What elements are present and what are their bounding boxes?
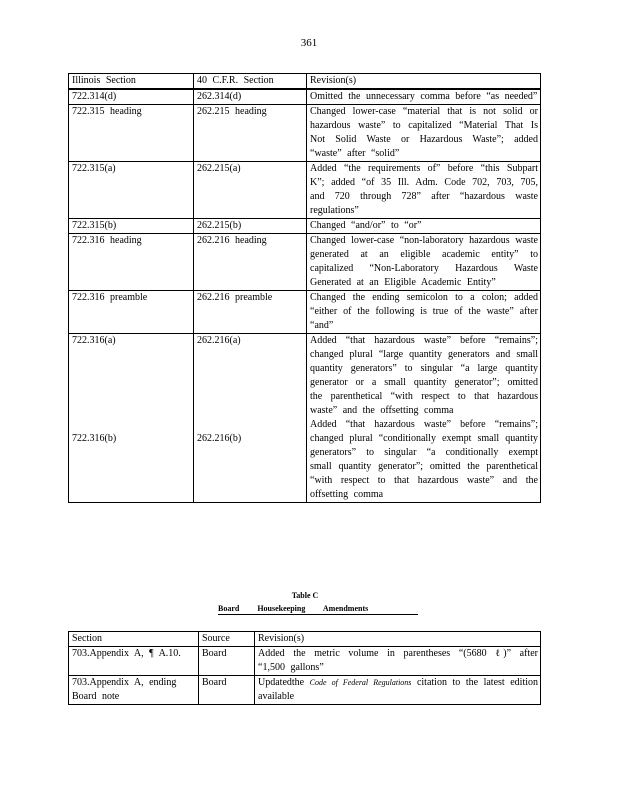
table-c-title: Table C: [291, 591, 319, 600]
header-revisions: Revision(s): [307, 74, 541, 90]
revision-cell: Omitted the unnecessary comma before “as needed”: [307, 89, 541, 105]
illinois-section-cell: 722.315(a): [69, 162, 194, 219]
revision-cell: Added “the requirements of” before “this Subpart K”; added “of 35 Ill. Adm. Code 702, 703, 705, and 720 through 728” after “hazardous waste regulations”: [307, 162, 541, 219]
header-revisions: Revision(s): [255, 632, 541, 647]
revision-b: Added “that hazardous waste” before “remains”; changed plural “conditionally exempt small quantity generators” to singular “a conditionally exempt small quantity generator”; omitted the parenthetical “with respect to that hazardous waste” and the offsetting comma: [310, 419, 538, 500]
cfr-section-cell: 262.215(a): [194, 162, 307, 219]
table-row: [69, 234, 541, 291]
cfr-section-b: 262.216(b): [197, 433, 242, 444]
illinois-section-cell: 722.314(d): [69, 89, 194, 105]
header-source: Source: [199, 632, 255, 647]
cfr-section-cell: 262.216 heading: [194, 234, 307, 291]
revision-a: Added “that hazardous waste” before “remains”; changed plural “large quantity generators and small quantity generators” to singular “a large quantity generator or a small quantity generator”; omitted the parenthetical “with respect to that hazardous waste” and the offsetting comma: [310, 335, 538, 416]
illinois-section-cell: 722.316 heading: [69, 234, 194, 291]
revision-cell: [307, 334, 541, 503]
section-cell: 703.Appendix A, ending Board note: [69, 676, 199, 705]
illinois-section-cell: 722.316 preamble: [69, 291, 194, 334]
table-header-row: [69, 632, 541, 647]
revision-cell: Changed lower-case “non-laboratory hazardous waste generated at an eligible academic entity” to capitalized “Non-Laboratory Hazardous Waste Generated at an Eligible Academic Entity”: [307, 234, 541, 291]
cfr-section-cell: 262.215(b): [194, 219, 307, 234]
cfr-section-cell: 262.215 heading: [194, 105, 307, 162]
header-illinois-section: Illinois Section: [69, 74, 194, 90]
section-cell: 703.Appendix A, ¶ A.10.: [69, 647, 199, 676]
illinois-section-cell: [69, 334, 194, 503]
cfr-section-cell: [194, 334, 307, 503]
table-row: [69, 334, 541, 503]
source-cell: Board: [199, 647, 255, 676]
revision-cell: Changed lower-case “material that is not solid or hazardous waste” to capitalized “Material That Is Not Solid Waste or Hazardous Waste”; added “waste” after “solid”: [307, 105, 541, 162]
table-row: [69, 219, 541, 234]
revision-text-post: citation to the latest edition available: [258, 677, 538, 702]
illinois-section-cell: 722.315 heading: [69, 105, 194, 162]
table-header-row: [69, 74, 541, 90]
table-row: [69, 676, 541, 705]
revisions-table-b: [68, 73, 541, 503]
illinois-section-a: 722.316(a): [72, 335, 116, 346]
revision-cell: Changed the ending semicolon to a colon; added “either of the following is true of the waste” after “and”: [307, 291, 541, 334]
header-cfr-section: 40 C.F.R. Section: [194, 74, 307, 90]
table-row: [69, 291, 541, 334]
revision-cell: [255, 676, 541, 705]
cfr-section-cell: 262.314(d): [194, 89, 307, 105]
table-row: [69, 105, 541, 162]
cfr-section-a: 262.216(a): [197, 335, 241, 346]
illinois-section-b: 722.316(b): [72, 433, 117, 444]
table-row: [69, 162, 541, 219]
table-c-subtitle: Board Housekeeping Amendments: [218, 604, 418, 615]
header-section: Section: [69, 632, 199, 647]
table-row: [69, 89, 541, 105]
revision-cell: Changed “and/or” to “or”: [307, 219, 541, 234]
revision-text-italic: Code of Federal Regulations: [309, 678, 412, 687]
revisions-table-c: [68, 631, 541, 705]
illinois-section-cell: 722.315(b): [69, 219, 194, 234]
page-number: 361: [300, 37, 318, 49]
source-cell: Board: [199, 676, 255, 705]
cfr-section-cell: 262.216 preamble: [194, 291, 307, 334]
revision-cell: Added the metric volume in parentheses “(5680 ℓ)” after “1,500 gallons”: [255, 647, 541, 676]
table-row: [69, 647, 541, 676]
revision-text-pre: Updatedthe: [258, 677, 305, 688]
